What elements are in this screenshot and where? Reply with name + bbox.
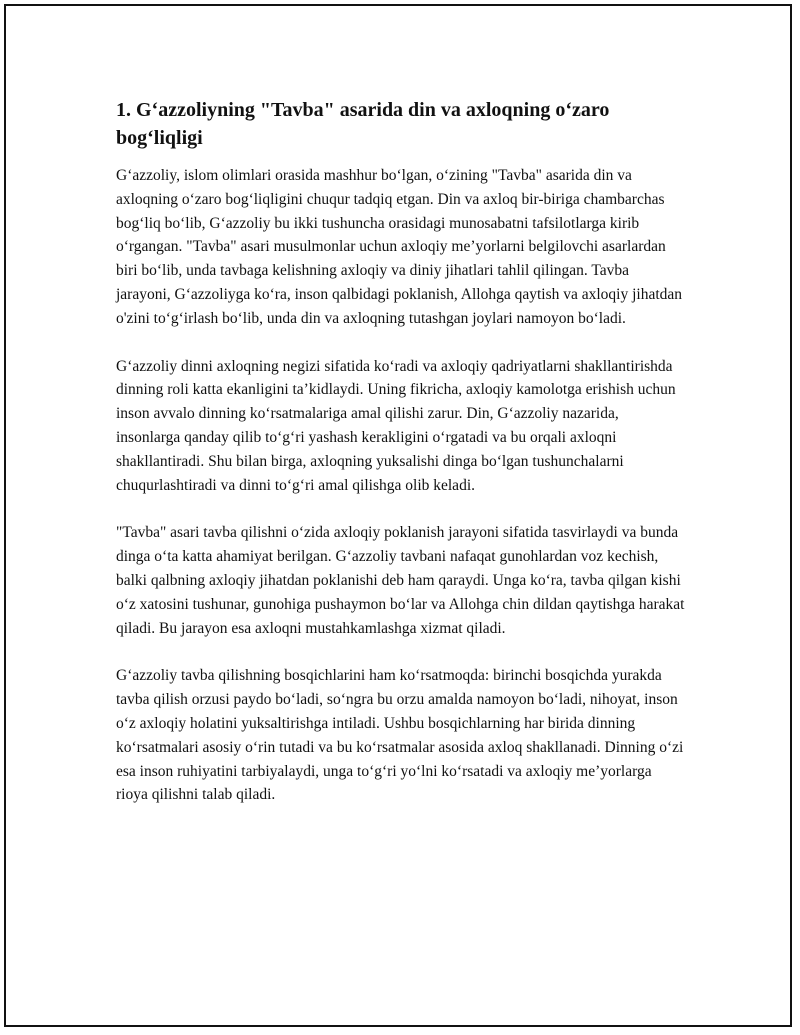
document-body [116, 96, 686, 831]
paragraph-1: G‘azzoliy, islom olimlari orasida mashhur bo‘lgan, o‘zining "Tavba" asarida din va axloqning o‘zaro bog‘liqligini chuqur tadqiq etgan. Din va axloq bir-biriga chambarchas bog‘liq bo‘lib, G‘azzoliy bu ikki tushuncha orasidagi munosabatni tafsilotlarga kirib o‘rgangan. "Tavba" asari musulmonlar uchun axloqiy me’yorlarni belgilovchi asarlardan biri bo‘lib, unda tavbaga kelishning axloqiy va diniy jihatlari tahlil qilingan. Tavba jarayoni, G‘azzoliyga ko‘ra, inson qalbidagi poklanish, Allohga qaytish va axloqiy jihatdan o'zini to‘g‘irlash bo‘lib, unda din va axloqning tutashgan joylari namoyon bo‘ladi. [116, 167, 683, 327]
section-heading: 1. G‘azzoliyning "Tavba" asarida din va axloqning o‘zaro bog‘liqligi [116, 99, 610, 149]
paragraph-4: G‘azzoliy tavba qilishning bosqichlarini ham ko‘rsatmoqda: birinchi bosqichda yurakda tavba qilish orzusi paydo bo‘ladi, so‘ngra bu orzu amalda namoyon bo‘ladi, nihoyat, inson o‘z axloqiy holatini yuksaltirishga intiladi. Ushbu bosqichlarning har birida dinning ko‘rsatmalari asosiy o‘rin tutadi va bu ko‘rsatmalar asosida axloq shakllanadi. Dinning o‘zi esa inson ruhiyatini tarbiyalaydi, unga to‘g‘ri yo‘lni ko‘rsatadi va axloqiy me’yorlarga rioya qilishni talab qiladi. [116, 667, 684, 804]
paragraph-3: "Tavba" asari tavba qilishni o‘zida axloqiy poklanish jarayoni sifatida tasvirlaydi va bunda dinga o‘ta katta ahamiyat berilgan. G‘azzoliy tavbani nafaqat gunohlardan voz kechish, balki qalbning axloqiy jihatdan poklanishi deb ham qaraydi. Unga ko‘ra, tavba qilgan kishi o‘z xatosini tushunar, gunohiga pushaymon bo‘lar va Allohga chin dildan qaytishga harakat qiladi. Bu jarayon esa axloqni mustahkamlashga xizmat qiladi. [116, 524, 685, 637]
paragraph-2: G‘azzoliy dinni axloqning negizi sifatida ko‘radi va axloqiy qadriyatlarni shakllantirishda dinning roli katta ekanligini ta’kidlaydi. Uning fikricha, axloqiy kamolotga erishish uchun inson avvalo dinning ko‘rsatmalariga amal qilishi zarur. Din, G‘azzoliy nazarida, insonlarga qanday qilib to‘g‘ri yashash kerakligini o‘rgatadi va bu orqali axloqni shakllantiradi. Shu bilan birga, axloqning yuksalishi dinga bo‘lgan tushunchalarni chuqurlashtiradi va dinni to‘g‘ri amal qilishga olib keladi. [116, 357, 676, 494]
